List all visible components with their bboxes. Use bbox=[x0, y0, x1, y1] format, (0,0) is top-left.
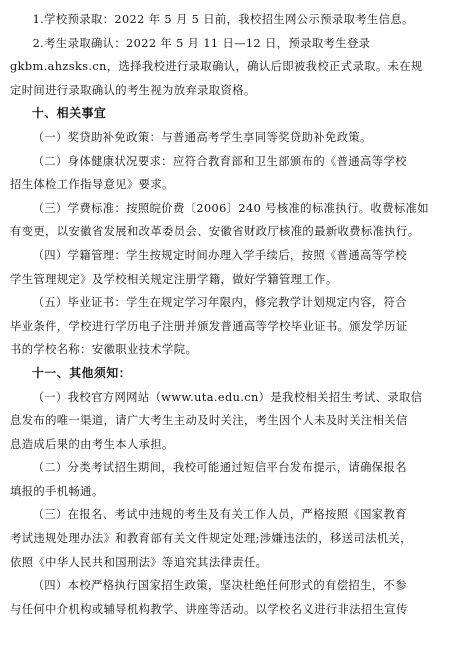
paragraph-line: 依照《中华人民共和国刑法》等追究其法律责任。 bbox=[10, 555, 268, 569]
paragraph-first-line: （五）毕业证书：学生在规定学习年限内，修完教学计划规定内容，符合 bbox=[32, 296, 407, 310]
paragraph-line: 定时间进行录取确认的考生视为放弃录取资格。 bbox=[10, 83, 256, 97]
paragraph-first-line: 1.学校预录取：2022 年 5 月 5 日前，我校招生网公示预录取考生信息。 bbox=[32, 13, 414, 26]
paragraph-line: 考试违规处理办法》和教育部有关文件规定处理;涉嫌违法的，移送司法机关， bbox=[10, 532, 412, 546]
paragraph-first-line: （三）学费标准：按照皖价费〔2006〕240 号核准的标准执行。收费标准如 bbox=[32, 201, 429, 215]
paragraph-first-line: （四）本校严格执行国家招生政策，坚决杜绝任何形式的有偿招生，不参 bbox=[32, 579, 407, 593]
paragraph-line: 书的学校名称：安徽职业技术学院。 bbox=[10, 343, 198, 357]
paragraph-line: 招生体检工作指导意见》要求。 bbox=[10, 178, 174, 192]
document-body bbox=[10, 8, 459, 621]
paragraph-line: 填报的手机畅通。 bbox=[10, 484, 104, 498]
paragraph-first-line: （二）身体健康状况要求：应符合教育部和卫生部颁布的《普通高等学校 bbox=[32, 154, 407, 168]
paragraph-line: 息发布的唯一渠道，请广大考生主动及时关注，考生因个人未及时关注相关信 bbox=[10, 414, 408, 428]
section-heading: 十、相关事宜 bbox=[32, 106, 107, 121]
paragraph-line: 毕业条件，学校进行学历电子注册并颁发普通高等学校毕业证书。颁发学历证 bbox=[10, 319, 408, 333]
paragraph-first-line: （三）在报名、考试中违规的考生及有关工作人员，严格按照《国家教育 bbox=[32, 508, 407, 522]
paragraph-first-line: （一）奖贷助补免政策：与普通高考学生享同等奖贷助补免政策。 bbox=[32, 130, 372, 144]
paragraph-first-line: （四）学籍管理：学生按规定时间办理入学手续后，按照《普通高等学校 bbox=[32, 248, 407, 262]
section-heading: 十一、其他须知： bbox=[32, 365, 132, 380]
paragraph-line: 有变更，以安徽省发展和改革委员会、安徽省财政厅核准的最新收费标准执行。 bbox=[10, 225, 420, 239]
paragraph-first-line: 2.考生录取确认：2022 年 5 月 11 日—12 日，预录取考生登录 bbox=[32, 36, 371, 50]
paragraph-first-line: （一）我校官方网网站（www.uta.edu.cn）是我校相关招生考试、录取信 bbox=[32, 390, 423, 404]
paragraph-line: gkbm.ahzsks.cn，选择我校进行录取确认，确认后即被我校正式录取。未在规 bbox=[10, 60, 423, 74]
paragraph-line: 与任何中介机构或辅导机构教学、讲座等活动。以学校名义进行非法招生宣传 bbox=[10, 602, 408, 616]
paragraph-line: 息造成后果的由考生本人承担。 bbox=[10, 437, 174, 451]
paragraph-first-line: （二）分类考试招生期间，我校可能通过短信平台发布提示，请确保报名 bbox=[32, 461, 407, 475]
paragraph-line: 学生管理规定》及学校相关规定注册学籍，做好学籍管理工作。 bbox=[10, 272, 338, 286]
